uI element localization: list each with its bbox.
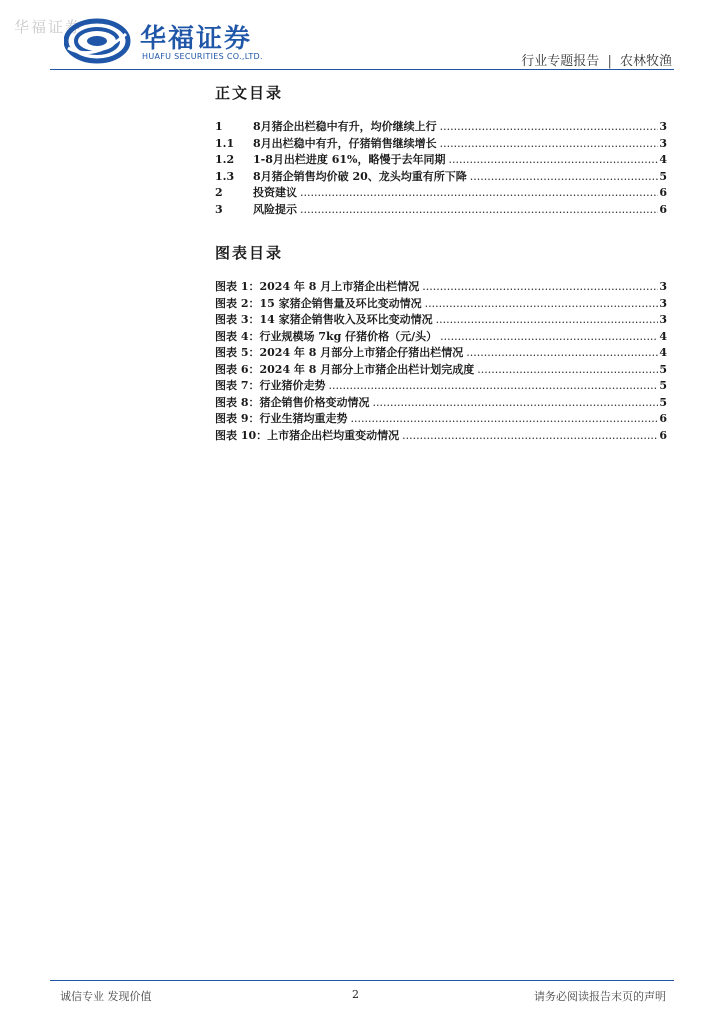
toc-entry[interactable]	[215, 151, 667, 168]
figure-title: 行业规模场 7kg 仔猪价格（元/头）	[259, 329, 438, 343]
toc-leader	[422, 280, 658, 293]
toc-page: 6	[659, 186, 667, 199]
toc-leader	[440, 330, 658, 343]
toc-number: 1.1	[215, 136, 235, 150]
figure-page: 4	[659, 346, 667, 359]
figure-entry[interactable]	[215, 278, 667, 295]
page-number: 2	[352, 988, 359, 1001]
figures-list	[215, 278, 667, 443]
toc-entry[interactable]	[215, 184, 667, 201]
figure-page: 4	[659, 329, 667, 343]
toc-page: 6	[659, 202, 667, 216]
toc-number: 1	[215, 120, 223, 133]
toc-page: 3	[659, 120, 667, 133]
figure-label: 图表 10：	[215, 428, 268, 442]
figure-label: 图表 6：	[215, 362, 260, 376]
figure-entry[interactable]	[215, 410, 667, 427]
footer-disclaimer: 请务必阅读报告末页的声明	[534, 990, 666, 1003]
figure-title: 14 家猪企销售收入及环比变动情况	[259, 313, 433, 326]
figure-label: 图表 7：	[215, 379, 260, 392]
toc-label: 8月猪企销售均价破 20、龙头均重有所下降	[253, 169, 467, 183]
figure-label: 图表 8：	[215, 395, 260, 409]
company-logo	[64, 18, 274, 64]
figure-entry[interactable]	[215, 361, 667, 378]
logo-swirl-icon	[64, 18, 134, 64]
figure-page: 3	[659, 296, 667, 310]
figure-page: 5	[659, 395, 667, 409]
toc-leader	[436, 313, 658, 326]
figure-entry[interactable]	[215, 344, 667, 361]
toc-label: 8月猪企出栏稳中有升，均价继续上行	[253, 120, 437, 133]
toc-entry[interactable]	[215, 201, 667, 218]
figure-title: 行业猪价走势	[259, 379, 326, 392]
toc-leader	[440, 120, 658, 133]
figure-title: 2024 年 8 月上市猪企出栏情况	[259, 280, 420, 293]
toc-leader	[300, 186, 658, 199]
toc-label: 8月出栏稳中有升，仔猪销售继续增长	[253, 136, 437, 150]
report-type: 行业专题报告	[521, 54, 600, 69]
figure-title: 2024 年 8 月部分上市猪企出栏计划完成度	[259, 362, 475, 376]
figure-page: 6	[659, 412, 667, 425]
toc-entry[interactable]	[215, 168, 667, 185]
toc-leader	[470, 170, 658, 183]
toc-number: 1.2	[215, 153, 235, 166]
figure-page: 6	[659, 428, 667, 442]
toc-leader	[448, 153, 658, 166]
toc-leader	[372, 396, 658, 409]
contents-list	[215, 118, 667, 217]
toc-leader	[402, 429, 658, 442]
toc-leader	[300, 203, 658, 216]
toc-number: 3	[215, 202, 223, 216]
figure-page: 5	[659, 362, 667, 376]
toc-label: 投资建议	[253, 186, 297, 199]
figure-label: 图表 1：	[215, 280, 260, 293]
figures-title: 图表目录	[215, 244, 284, 262]
logo-text-en: HUAFU SECURITIES CO.,LTD.	[142, 52, 263, 61]
header-category	[521, 50, 672, 69]
contents-title: 正文目录	[215, 84, 284, 102]
figure-entry[interactable]	[215, 377, 667, 394]
toc-leader	[350, 412, 658, 425]
figure-label: 图表 9：	[215, 412, 260, 425]
industry-name: 农林牧渔	[619, 54, 672, 69]
figure-page: 3	[659, 280, 667, 293]
figure-entry[interactable]	[215, 328, 667, 345]
toc-number: 2	[215, 186, 223, 199]
figure-entry[interactable]	[215, 295, 667, 312]
toc-page: 5	[659, 169, 667, 183]
toc-entry[interactable]	[215, 135, 667, 152]
figure-page: 3	[659, 313, 667, 326]
figure-label: 图表 5：	[215, 346, 260, 359]
toc-page: 3	[659, 136, 667, 150]
toc-number: 1.3	[215, 169, 235, 183]
watermark: 华福证券	[14, 18, 83, 36]
toc-entry[interactable]	[215, 118, 667, 135]
figure-title: 猪企销售价格变动情况	[259, 395, 370, 409]
figure-entry[interactable]	[215, 311, 667, 328]
figure-label: 图表 4：	[215, 329, 260, 343]
figure-entry[interactable]	[215, 394, 667, 411]
figure-label: 图表 3：	[215, 313, 260, 326]
toc-label: 1-8月出栏进度 61%，略慢于去年同期	[253, 153, 446, 166]
toc-leader	[477, 363, 658, 376]
header-separator: |	[607, 54, 612, 69]
toc-leader	[425, 297, 658, 310]
footer-slogan: 诚信专业 发现价值	[60, 990, 152, 1003]
figure-title: 2024 年 8 月部分上市猪企仔猪出栏情况	[259, 346, 464, 359]
figure-title: 行业生猪均重走势	[259, 412, 348, 425]
figure-title: 15 家猪企销售量及环比变动情况	[259, 296, 422, 310]
toc-leader	[328, 379, 658, 392]
toc-leader	[466, 346, 658, 359]
header-divider	[50, 69, 674, 70]
toc-page: 4	[659, 153, 667, 166]
toc-label: 风险提示	[253, 202, 297, 216]
logo-text-cn: 华福证券	[140, 24, 253, 54]
footer-divider	[50, 980, 674, 981]
figure-page: 5	[659, 379, 667, 392]
figure-label: 图表 2：	[215, 296, 260, 310]
figure-entry[interactable]	[215, 427, 667, 444]
toc-leader	[440, 137, 658, 150]
figure-title: 上市猪企出栏均重变动情况	[267, 428, 400, 442]
